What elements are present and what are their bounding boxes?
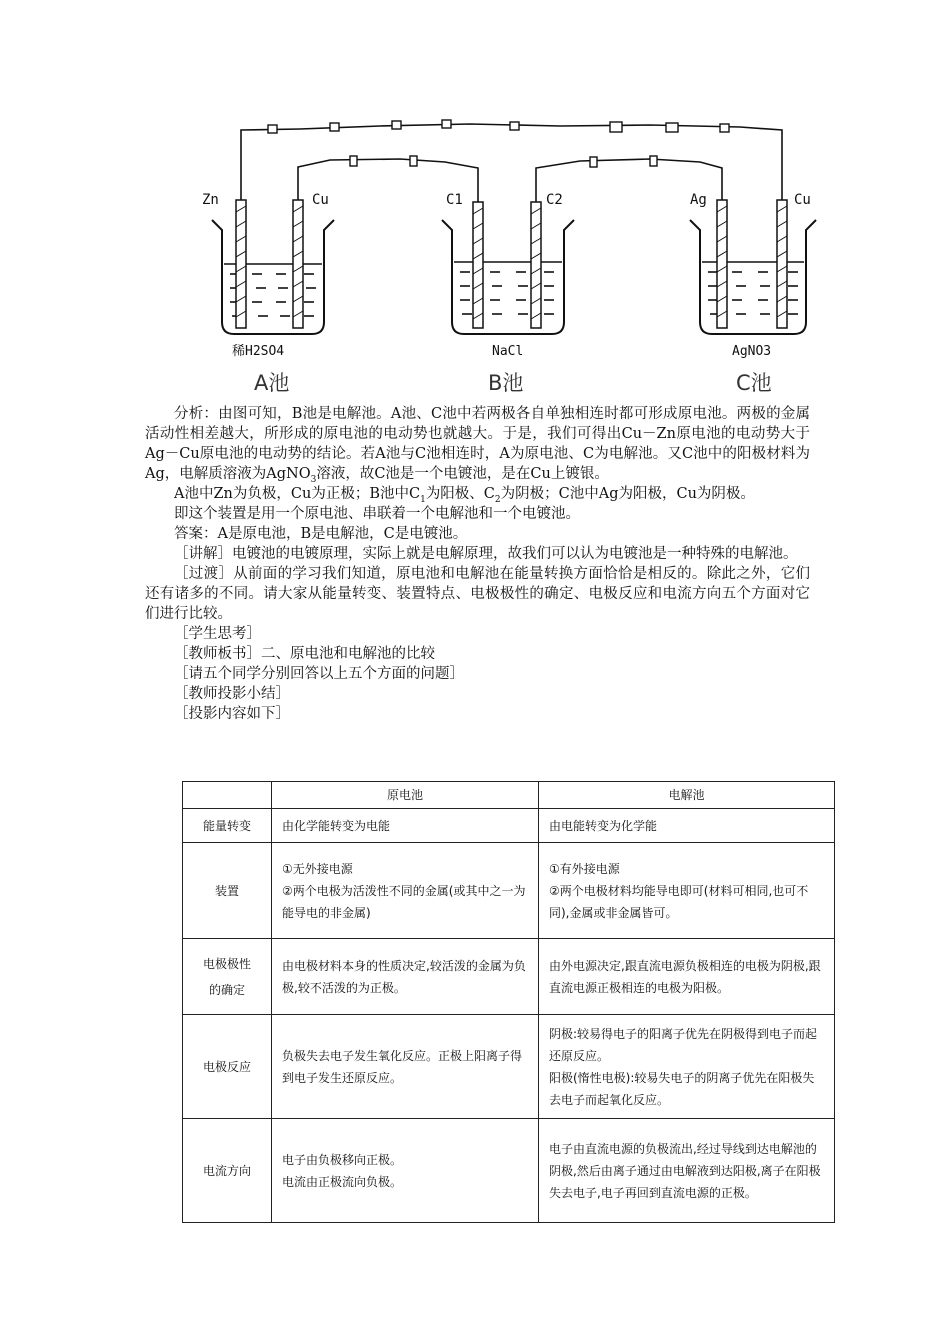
electrode-label: C2 [546, 192, 563, 208]
cells-diagram [180, 112, 850, 404]
cell-text: 阴极:较易得电子的阳离子优先在阴极得到电子而起还原反应。 [549, 1026, 818, 1063]
paragraph: ［教师板书］二、原电池和电解池的比较 [174, 646, 435, 662]
table-cell [272, 1015, 539, 1119]
table-cell [272, 843, 539, 939]
table-header: 原电池 [272, 782, 539, 809]
cell-text: 电子由负极移向正极。 [282, 1152, 403, 1167]
cell-text: 由化学能转变为电能 [282, 818, 391, 833]
cell-text: ①有外接电源 [549, 861, 620, 876]
electrode-text: A池中Zn为负极，Cu为正极；B池中C [174, 486, 421, 502]
cell-text: 负极失去电子发生氧化反应。正极上阳离子得到电子发生还原反应。 [282, 1048, 523, 1085]
row-label-text: 电极极性 [202, 956, 251, 971]
table-cell [539, 809, 835, 843]
table-cell [539, 1015, 835, 1119]
row-label [183, 843, 272, 939]
cell-text: ②两个电极材料均能导电即可(材料可相同,也可不同),金属或非金属皆可。 [549, 883, 809, 920]
row-label-text: 电流方向 [202, 1163, 251, 1178]
table-cell [539, 1119, 835, 1223]
table-header: 电解池 [539, 782, 835, 809]
row-label [183, 1119, 272, 1223]
table-header-row [183, 782, 835, 809]
table-cell [539, 843, 835, 939]
table-cell [272, 1119, 539, 1223]
cell-text: 阳极(惰性电极):较易失电子的阴离子优先在阳极失去电子而起氧化反应。 [549, 1070, 815, 1107]
subscript: 3 [310, 474, 317, 485]
paragraph: ［学生思考］ [174, 626, 261, 642]
solution-label: NaCl [492, 344, 524, 359]
comparison-table [182, 781, 835, 1223]
pool-label: B池 [488, 371, 524, 395]
table-row [183, 939, 835, 1015]
row-label [183, 939, 272, 1015]
solution-label: AgNO3 [732, 344, 772, 359]
paragraph: 即这个装置是用一个原电池、串联着一个电解池和一个电镀池。 [174, 506, 580, 522]
paragraph-analysis [145, 404, 810, 484]
row-label [183, 809, 272, 843]
solution-label: 稀H2SO4 [232, 344, 285, 359]
paragraph-electrodes [145, 484, 810, 504]
pool-label: A池 [254, 371, 290, 395]
cell-text: ①无外接电源 [282, 861, 353, 876]
cell-text: 由电极材料本身的性质决定,较活泼的金属为负极,较不活泼的为正极。 [282, 958, 526, 995]
pool-label: C池 [736, 371, 772, 395]
paragraph: ［投影内容如下］ [174, 706, 290, 722]
table-row [183, 1015, 835, 1119]
analysis-text: 分析：由图可知，B池是电解池。A池、C池中若两极各自单独相连时都可形成原电池。两极的金属活动性相差越大，所形成的原电池的电动势也就越大。于是，我们可得出Cu－Zn原电池的电动势大于Ag－Cu原电池的电动势的结论。若A池与C池相连时，A为原电池、C为电解池。又C池中的阳极材料为Ag，电解质溶液为AgNO [145, 406, 810, 482]
analysis-text-tail: 溶液，故C池是一个电镀池，是在Cu上镀银。 [316, 466, 609, 482]
table-cell [539, 939, 835, 1015]
row-label-text: 的确定 [208, 982, 245, 997]
cell-text: 由外电源决定,跟直流电源负极相连的电极为阴极,跟直流电源正极相连的电极为阳极。 [549, 958, 821, 995]
row-label-text: 电极反应 [202, 1059, 251, 1074]
table-row [183, 809, 835, 843]
table-cell [272, 939, 539, 1015]
beaker-c [690, 200, 816, 334]
paragraph: ［请五个同学分别回答以上五个方面的问题］ [174, 666, 464, 682]
row-label-text: 能量转变 [202, 818, 251, 833]
cell-text: 由电能转变为化学能 [549, 818, 658, 833]
table-row [183, 843, 835, 939]
electrode-label: C1 [446, 192, 463, 208]
table-cell [272, 809, 539, 843]
cell-text: 电流由正极流向负极。 [282, 1174, 403, 1189]
cell-text: 电子由直流电源的负极流出,经过导线到达电解池的阴极,然后由离子通过由电解液到达阳极,离子在阳极失去电子,电子再回到直流电源的正极。 [549, 1141, 821, 1200]
electrode-label: Ag [690, 192, 707, 208]
paragraph-lecture: ［讲解］电镀池的电镀原理，实际上就是电解原理，故我们可以认为电镀池是一种特殊的电解池。 [174, 546, 798, 562]
electrode-text: 为阴极；C池中Ag为阳极，Cu为阴极。 [500, 486, 755, 502]
row-label [183, 1015, 272, 1119]
electrode-text: 为阳极、C [425, 486, 495, 502]
beaker-a [212, 200, 334, 334]
paragraph-transition: ［过渡］从前面的学习我们知道，原电池和电解池在能量转换方面恰恰是相反的。除此之外，它们还有诸多的不同。请大家从能量转变、装置特点、电极极性的确定、电极反应和电流方向五个方面对它们进行比较。 [145, 566, 810, 622]
table-row [183, 1119, 835, 1223]
beaker-b [442, 202, 574, 334]
table-header [183, 782, 272, 809]
electrode-label: Cu [312, 192, 329, 208]
subscript: 1 [420, 494, 426, 505]
cell-text: ②两个电极为活泼性不同的金属(或其中之一为能导电的非金属) [282, 883, 526, 920]
paragraph: ［教师投影小结］ [174, 686, 290, 702]
row-label-text: 装置 [214, 883, 239, 898]
electrode-label: Cu [794, 192, 811, 208]
paragraph-answer: 答案：A是原电池，B是电解池，C是电镀池。 [174, 526, 468, 542]
electrode-label: Zn [202, 192, 219, 208]
subscript: 2 [494, 494, 501, 505]
body-text [145, 404, 810, 724]
